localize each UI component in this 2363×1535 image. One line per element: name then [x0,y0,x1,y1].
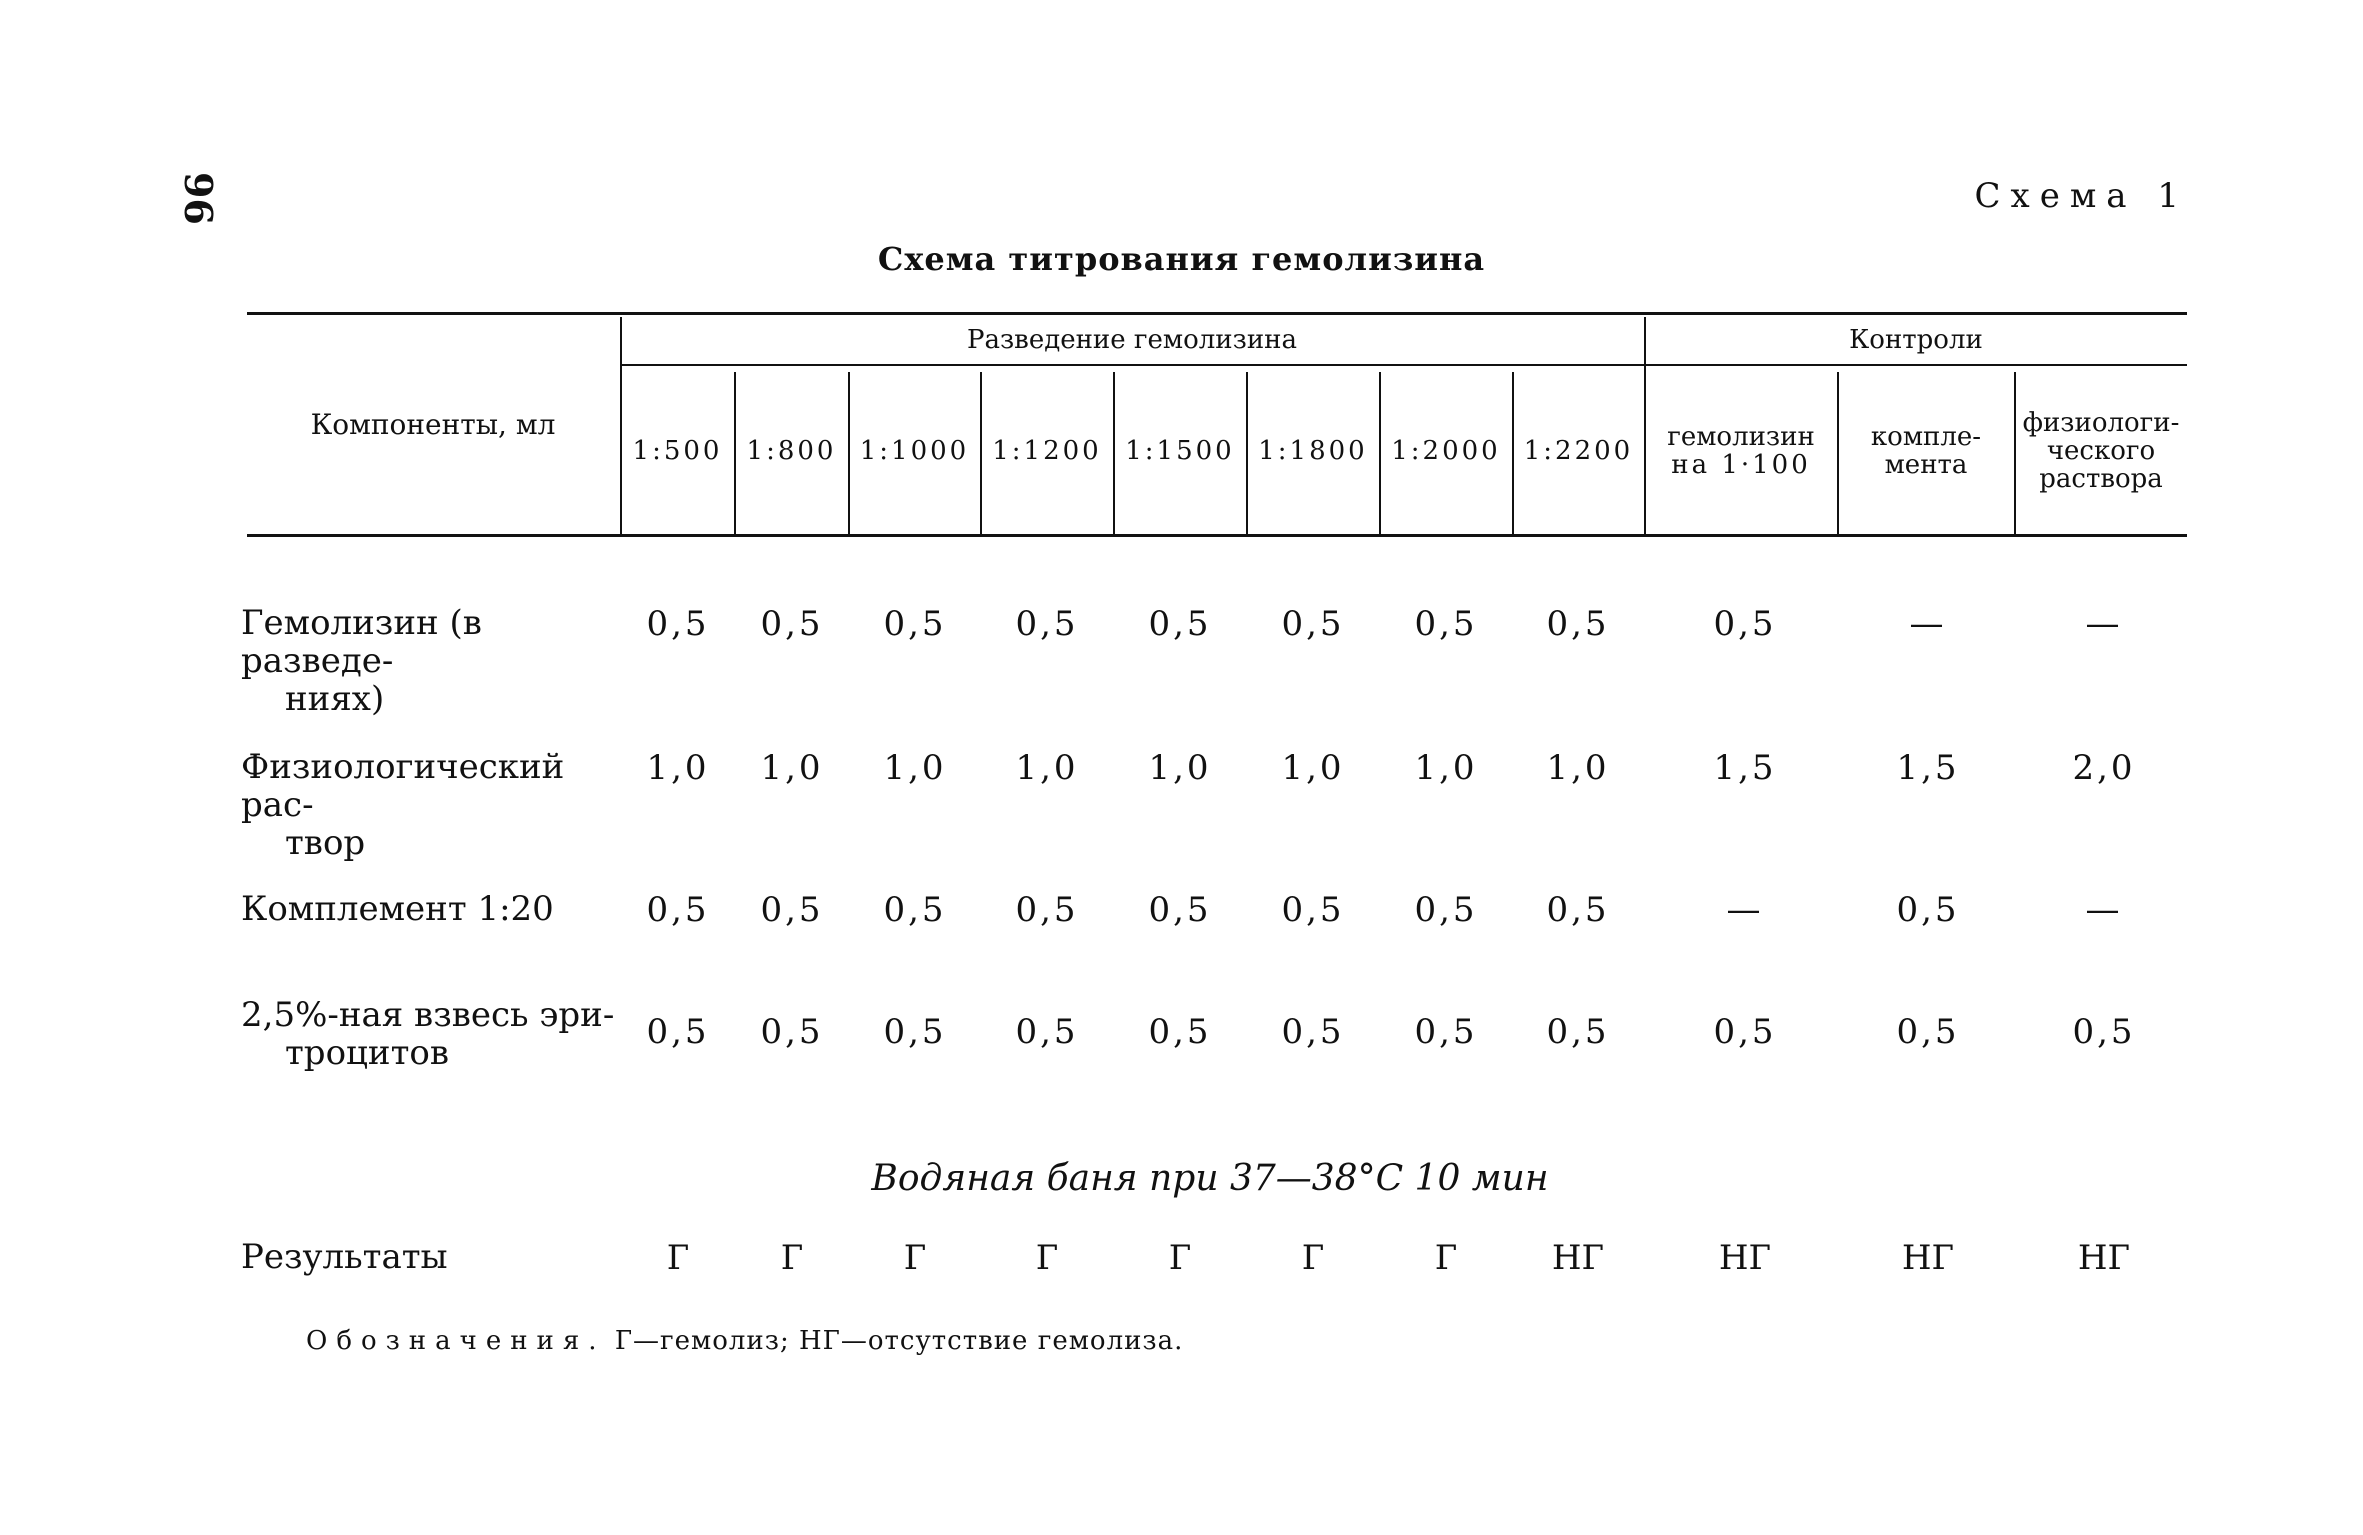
dilution-header: 1:1200 [992,436,1102,466]
header-bottom-rule [247,534,2187,537]
table-cell: — [1726,890,1764,930]
dilution-header: 1:800 [746,436,837,466]
table-cell: 0,5 [1546,604,1610,644]
table-cell: 0,5 [1281,890,1345,930]
table-cell: 0,5 [646,1012,710,1052]
row-label-hemolysin [241,604,621,718]
result-cell: Г [1035,1238,1059,1278]
row-label-line: твор [285,823,366,863]
table-cell: 0,5 [1713,604,1777,644]
table-cell: 0,5 [1896,1012,1960,1052]
table-header [247,312,2187,538]
controls-group-header: Контроли [1849,325,1983,355]
row-label-line: троцитов [285,1033,449,1073]
result-cell: НГ [2077,1238,2131,1278]
table-cell: 0,5 [760,890,824,930]
table-cell: 0,5 [760,604,824,644]
table-cell: — [2085,890,2123,930]
table-cell: 0,5 [646,890,710,930]
legend [306,1326,1183,1356]
table-cell: 0,5 [646,604,710,644]
table-cell: 1,0 [646,748,710,788]
table-cell: 2,0 [2072,748,2136,788]
row-label-line: Физиологический рас- [241,747,565,825]
table-cell: 1,0 [1546,748,1610,788]
table-cell: 0,5 [1546,890,1610,930]
row-label-saline [241,748,621,862]
table-cell: 1,0 [1148,748,1212,788]
table-cell: 0,5 [1281,604,1345,644]
table-cell: 0,5 [883,1012,947,1052]
control-header-line: ческого [2046,436,2156,466]
row-label-line: ниях) [285,679,385,719]
control-header-hemolysin [1645,368,1837,534]
table-cell: 0,5 [883,604,947,644]
result-cell: Г [1168,1238,1192,1278]
result-cell: Г [1434,1238,1458,1278]
result-cell: Г [780,1238,804,1278]
dilution-header: 1:500 [632,436,723,466]
dilution-header: 1:2200 [1523,436,1634,466]
table-cell: 0,5 [1896,890,1960,930]
table-cell: 0,5 [1015,604,1079,644]
legend-prefix: Обозначения. [306,1326,606,1356]
result-cell: НГ [1551,1238,1605,1278]
page-number: 96 [175,172,221,225]
control-header-complement [1838,368,2014,534]
control-header-line: физиологи- [2022,408,2180,438]
row-label-erythrocytes [241,996,621,1072]
dilution-header: 1:1500 [1125,436,1235,466]
control-header-line: мента [1884,450,1968,480]
header-top-rule [247,312,2187,315]
dilution-header: 1:1000 [859,436,970,466]
table-cell: 0,5 [1148,1012,1212,1052]
result-cell: НГ [1901,1238,1955,1278]
dilution-group-header: Разведение гемолизина [967,325,1297,355]
row-label-complement [241,890,621,928]
table-cell: 1,0 [883,748,947,788]
dilution-header: 1:1800 [1258,436,1368,466]
dilution-header: 1:2000 [1391,436,1501,466]
water-bath-note: Водяная баня при 37—38°С 10 мин [871,1158,1549,1199]
table-cell: 1,0 [1414,748,1478,788]
control-header-line: гемолизин [1667,422,1815,452]
legend-text: Г—гемолиз; НГ—отсутствие гемолиза. [614,1326,1184,1356]
table-cell: 0,5 [2072,1012,2136,1052]
table-cell: 0,5 [883,890,947,930]
table-cell: — [1909,604,1947,644]
table-cell: 0,5 [1148,604,1212,644]
table-cell: 1,5 [1896,748,1960,788]
page-title: Схема титрования гемолизина [877,240,1486,278]
components-header: Компоненты, мл [310,408,556,441]
table-cell: 0,5 [1713,1012,1777,1052]
table-cell: 0,5 [1281,1012,1345,1052]
table-cell: 0,5 [1015,1012,1079,1052]
table-cell: 0,5 [1015,890,1079,930]
results-label: Результаты [241,1237,448,1277]
table-cell: 0,5 [1414,1012,1478,1052]
result-cell: Г [903,1238,927,1278]
table-cell: 0,5 [1414,604,1478,644]
result-cell: Г [1301,1238,1325,1278]
table-cell: 1,0 [1015,748,1079,788]
scheme-label: Схема 1 [1974,176,2189,216]
table-cell: 1,0 [1281,748,1345,788]
control-header-line: раствора [2039,464,2163,494]
table-cell: 0,5 [1414,890,1478,930]
row-label-line: 2,5%-ная взвесь эри- [241,995,615,1035]
row-label-line: Гемолизин (в разведе- [241,603,482,681]
table-cell: 0,5 [1546,1012,1610,1052]
result-cell: Г [666,1238,690,1278]
table-cell: — [2085,604,2123,644]
table-cell: 1,0 [760,748,824,788]
control-header-saline [2015,368,2187,534]
table-cell: 0,5 [760,1012,824,1052]
control-header-line: компле- [1870,422,1982,452]
row-label-line: Комплемент 1:20 [241,889,554,929]
control-header-line: на 1·100 [1671,450,1811,480]
table-cell: 0,5 [1148,890,1212,930]
table-cell: 1,5 [1713,748,1777,788]
result-cell: НГ [1718,1238,1772,1278]
header-group-rule [621,364,2187,366]
